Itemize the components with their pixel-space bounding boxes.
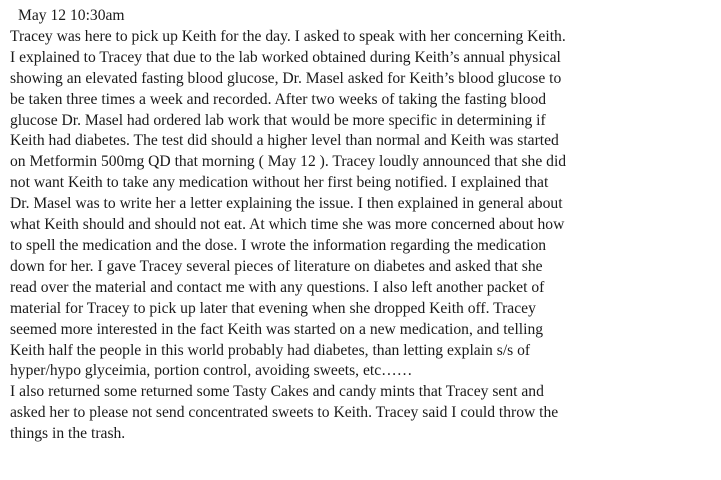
note-line-16: Keith half the people in this world probably had diabetes, than letting explain s/s of xyxy=(10,341,531,359)
note-line-10: what Keith should and should not eat. At which time she was more concerned about how xyxy=(10,216,565,234)
note-line-17: hyper/hypo glyceimia, portion control, avoiding sweets, etc…… xyxy=(10,362,413,380)
note-line-20: things in the trash. xyxy=(10,425,126,443)
note-line-19: asked her to please not send concentrated sweets to Keith. Tracey said I could throw the xyxy=(10,404,559,422)
note-line-6: Keith had diabetes. The test did should a higher level than normal and Keith was started xyxy=(10,132,559,150)
note-line-15: seemed more interested in the fact Keith was started on a new medication, and telling xyxy=(10,320,544,338)
note-date-time: May 12 10:30am xyxy=(18,7,125,24)
note-line-1: Tracey was here to pick up Keith for the day. I asked to speak with her concerning Keith. xyxy=(10,27,566,45)
note-line-11: to spell the medication and the dose. I wrote the information regarding the medication xyxy=(10,236,547,254)
note-line-5: glucose Dr. Masel had ordered lab work that would be more specific in determining if xyxy=(10,111,546,129)
note-line-7: on Metformin 500mg QD that morning ( May 12 ). Tracey loudly announced that she did xyxy=(10,153,567,171)
note-line-4: be taken three times a week and recorded. After two weeks of taking the fasting blood xyxy=(10,90,547,108)
case-note xyxy=(10,6,720,445)
note-line-12: down for her. I gave Tracey several pieces of literature on diabetes and asked that she xyxy=(10,257,543,275)
note-line-8: not want Keith to take any medication without her first being notified. I explained that xyxy=(10,174,549,192)
note-line-3: showing an elevated fasting blood glucose, Dr. Masel asked for Keith’s blood glucose to xyxy=(10,69,562,87)
note-line-2: I explained to Tracey that due to the lab worked obtained during Keith’s annual physical xyxy=(10,48,561,66)
note-line-13: read over the material and contact me with any questions. I also left another packet of xyxy=(10,278,545,296)
note-line-18: I also returned some returned some Tasty Cakes and candy mints that Tracey sent and xyxy=(10,383,544,401)
note-line-14: material for Tracey to pick up later that evening when she dropped Keith off. Tracey xyxy=(10,299,536,317)
note-line-9: Dr. Masel was to write her a letter explaining the issue. I then explained in general about xyxy=(10,195,563,213)
